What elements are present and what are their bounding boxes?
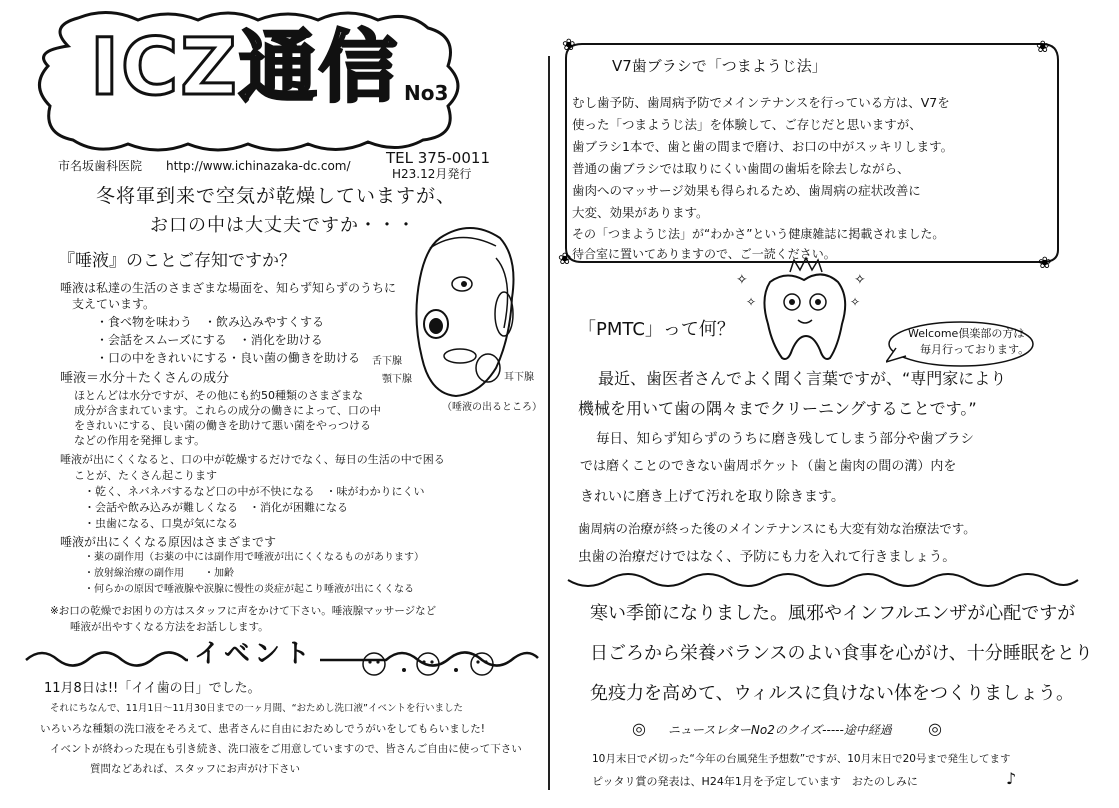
- issue-date: H23.12月発行: [392, 167, 472, 181]
- newsletter-title: ICZ通信: [90, 23, 399, 113]
- event-line-5: 質問などあれば、スタッフにお声がけ下さい: [90, 763, 300, 775]
- pmtc-line-2: 機械を用いて歯の隅々までクリーニングすることです。”: [578, 399, 977, 418]
- label-sublingual: 舌下腺: [372, 356, 402, 367]
- svg-text:❀: ❀: [1038, 253, 1052, 270]
- tooth-character-icon: [730, 254, 880, 364]
- saliva-bullet-2: ・会話をスムーズにする ・消化を助ける: [96, 333, 323, 347]
- winter-line-1: 寒い季節になりました。風邪やインフルエンザが心配ですが: [590, 603, 1076, 624]
- saliva-heading: 『唾液』のことご存知ですか？: [58, 251, 296, 271]
- saliva-note-2: 唾液が出やすくなる方法をお話しします。: [70, 621, 269, 633]
- saliva-p3: 唾液が出にくくなると、口の中が乾燥するだけでなく、毎日の生活の中で困る: [60, 453, 445, 466]
- toothbrush-line-3: 歯ブラシ1本で、歯と歯の間まで磨け、お口の中がスッキリします。: [572, 139, 954, 154]
- tooth-mascot: [730, 254, 880, 364]
- saliva-bullet-4: ・乾く、ネバネバするなど口の中が不快になる ・味がわかりにくい: [84, 485, 425, 498]
- clinic-name: 市名坂歯科医院: [58, 159, 143, 173]
- saliva-p3a: ことが、たくさん起こります: [74, 469, 217, 482]
- clinic-tel: TEL 375-0011: [386, 149, 490, 167]
- winter-line-2: 日ごろから栄養バランスのよい食事を心がけ、十分睡眠をとり: [590, 643, 1093, 664]
- quiz-line-1: 10月末日で〆切った“今年の台風発生予想数”ですが、10月末日で20号まで発生してます: [592, 753, 1011, 765]
- event-line-3: いろいろな種類の洗口液をそろえて、患者さんに自由におためしでうがいをしてもらいました!: [40, 723, 485, 735]
- svg-text:✧: ✧: [746, 295, 757, 309]
- intro-line-1: 冬将軍到来で空気が乾燥していますが、: [96, 185, 457, 207]
- toothbrush-line-6: 大変、効果があります。: [572, 205, 709, 220]
- swirl-icon-right: ◎: [928, 719, 942, 738]
- issue-number: No3: [404, 81, 449, 105]
- saliva-p2: 唾液＝水分＋たくさんの成分: [60, 371, 230, 386]
- saliva-bullet-3: ・口の中をきれいにする・良い菌の働きを助ける: [96, 351, 361, 365]
- pmtc-line-4: では磨くことのできない歯周ポケット（歯と歯肉の間の溝）内を: [580, 459, 957, 474]
- toothbrush-line-7: その「つまようじ法」が“わかさ”という健康雑誌に掲載されました。: [572, 227, 945, 241]
- intro-line-2: お口の中は大丈夫ですか・・・: [150, 215, 416, 236]
- quiz-line-2: ピッタリ賞の発表は、H24年1月を予定しています おたのしみに: [592, 775, 918, 788]
- saliva-caption: （唾液の出るところ）: [442, 402, 542, 413]
- saliva-p2a: ほとんどは水分ですが、その他にも約50種類のさまざまな: [74, 389, 363, 402]
- animal-faces-icon: [358, 648, 498, 680]
- animal-doodles: [358, 648, 498, 680]
- face-illustration: [400, 218, 520, 408]
- toothbrush-line-4: 普通の歯ブラシでは取りにくい歯間の歯垢を除去しながら、: [572, 161, 910, 176]
- quiz-heading: ニュースレターNo2のクイズ-----途中経過: [668, 723, 892, 737]
- pmtc-line-6: 歯周病の治療が終った後のメインテナンスにも大変有効な治療法です。: [578, 521, 976, 536]
- event-line-4: イベントが終わった現在も引き続き、洗口液をご用意していますので、皆さんご自由に使って下さい: [50, 743, 522, 755]
- saliva-bullet-8: ・放射線治療の副作用 ・加齢: [84, 568, 234, 579]
- saliva-p2b: 成分が含まれています。これらの成分の働きによって、口の中: [74, 404, 381, 417]
- pmtc-line-1: 最近、歯医者さんでよく聞く言葉ですが、“専門家により: [598, 369, 1007, 388]
- svg-text:❀: ❀: [562, 35, 576, 54]
- saliva-bullet-9: ・何らかの原因で唾液腺や涙腺に慢性の炎症が起こり唾液が出にくくなる: [84, 584, 414, 595]
- label-parotid: 耳下腺: [504, 372, 534, 383]
- event-line-1: 11月8日は!!「イイ歯の日」でした。: [44, 681, 261, 696]
- pmtc-line-3: 毎日、知らず知らずのうちに磨き残してしまう部分や歯ブラシ: [596, 431, 974, 447]
- svg-text:❀: ❀: [558, 249, 572, 268]
- pmtc-line-7: 虫歯の治療だけではなく、予防にも力を入れて行きましょう。: [578, 549, 956, 565]
- toothbrush-line-5: 歯肉へのマッサージ効果も得られるため、歯周病の症状改善に: [572, 183, 921, 198]
- winter-line-3: 免疫力を高めて、ウィルスに負けない体をつくりましょう。: [590, 683, 1075, 704]
- pmtc-heading: 「PMTC」って何？: [578, 319, 735, 340]
- music-note-icon: ♪: [1006, 769, 1017, 788]
- svg-text:✧: ✧: [850, 295, 861, 309]
- label-submandibular: 顎下腺: [382, 374, 412, 385]
- saliva-p2c: をきれいにする、良い菌の働きを助けて悪い菌をやっつける: [74, 419, 371, 432]
- saliva-bullet-1: ・食べ物を味わう ・飲み込みやすくする: [96, 315, 325, 329]
- pmtc-wave-line: [564, 566, 1084, 596]
- saliva-p2d: などの作用を発揮します。: [74, 434, 206, 447]
- svg-text:❀: ❀: [1036, 37, 1050, 56]
- svg-text:✧: ✧: [854, 272, 866, 288]
- toothbrush-heading: V7歯ブラシで「つまようじ法」: [612, 57, 827, 75]
- swirl-icon: ◎: [632, 719, 646, 738]
- saliva-p4: 唾液が出にくくなる原因はさまざまです: [60, 535, 277, 549]
- toothbrush-line-2: 使った「つまようじ法」を体験して、ご存じだと思いますが、: [572, 117, 922, 132]
- event-heading: イベント: [188, 640, 320, 669]
- toothbrush-line-1: むし歯予防、歯周病予防でメインテナンスを行っている方は、V7を: [572, 95, 950, 110]
- saliva-p1: 唾液は私達の生活のさまざまな場面を、知らず知らずのうちに: [60, 281, 397, 295]
- saliva-bullet-7: ・薬の副作用（お薬の中には副作用で唾液が出にくくなるものがあります）: [84, 552, 424, 563]
- saliva-p1b: 支えています。: [72, 297, 156, 311]
- saliva-bullet-5: ・会話や飲み込みが難しくなる ・消化が困難になる: [84, 501, 348, 514]
- speech-bubble-line-2: 毎月行っております。: [920, 343, 1030, 356]
- pmtc-line-5: きれいに磨き上げて汚れを取り除きます。: [580, 489, 845, 505]
- face-drawing: [400, 218, 520, 408]
- svg-text:✧: ✧: [736, 272, 748, 288]
- speech-bubble-line-1: Welcome倶楽部の方は: [908, 327, 1025, 340]
- event-line-2: それにちなんで、11月1日～11月30日までの一ヶ月間、“おためし洗口液”イベントを行いました: [50, 703, 463, 714]
- saliva-note: ※お口の乾燥でお困りの方はスタッフに声をかけて下さい。唾液腺マッサージなど: [50, 605, 437, 617]
- saliva-bullet-6: ・虫歯になる、口臭が気になる: [84, 517, 238, 530]
- clinic-url[interactable]: http://www.ichinazaka-dc.com/: [166, 159, 351, 173]
- column-divider: [548, 56, 550, 790]
- toothbrush-line-8: 待合室に置いてありますので、ご一読ください。: [572, 247, 836, 261]
